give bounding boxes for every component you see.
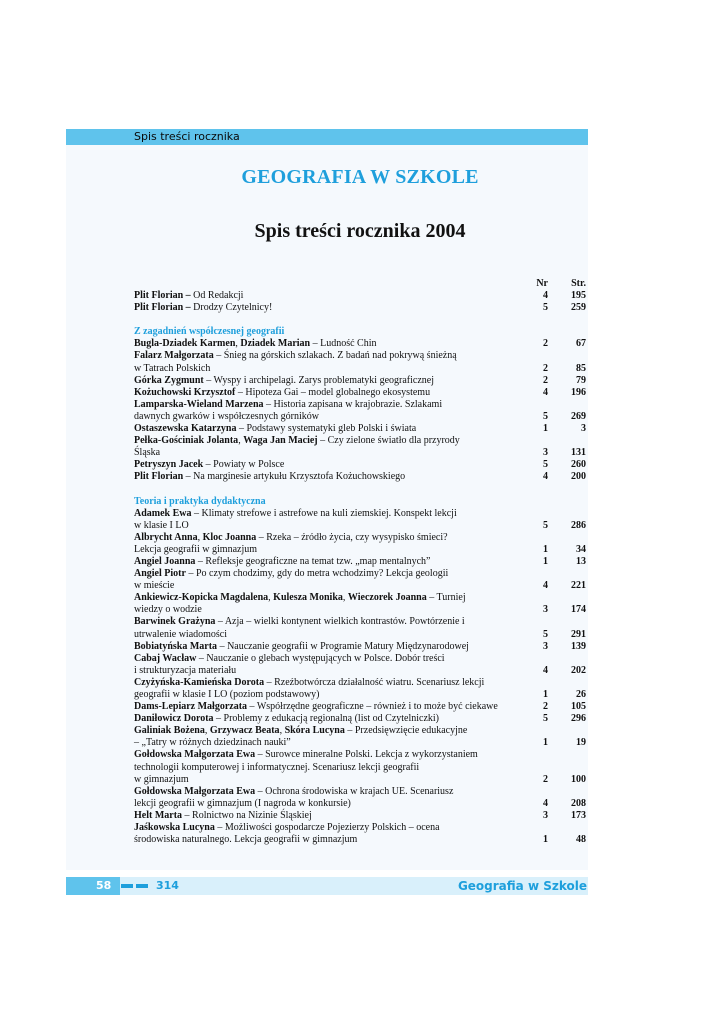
- entry-title: – Rolnictwo na Nizinie Śląskiej: [182, 809, 312, 821]
- entry-title: w klasie I LO: [134, 519, 189, 531]
- entry-title: w mieście: [134, 580, 175, 592]
- entry-page-str: 85: [576, 362, 586, 374]
- toc-entry: [134, 580, 586, 592]
- author-separator: ,: [268, 592, 274, 604]
- toc-entry: [134, 592, 586, 604]
- entry-text: [134, 508, 528, 520]
- entry-title: i strukturyzacja materiału: [134, 664, 237, 676]
- entry-title: – Ludność Chin: [310, 338, 377, 350]
- entry-title: – Azja – wielki kontynent wielkich kontrastów. Powtórzenie i: [215, 616, 465, 628]
- author-separator: ,: [197, 531, 203, 543]
- entry-text: [134, 786, 528, 798]
- entry-issue-nr: 1: [543, 423, 548, 435]
- entry-author: Adamek Ewa: [134, 507, 192, 519]
- entry-title: – Historia zapisana w krajobrazie. Szlakami: [263, 398, 443, 410]
- toc-entry: [134, 689, 586, 701]
- entry-text: [134, 302, 528, 314]
- entry-issue-nr: 4: [543, 664, 548, 676]
- entry-text: [134, 338, 528, 350]
- author-separator: ,: [235, 338, 241, 350]
- entry-issue-nr: 3: [543, 640, 548, 652]
- entry-author: Kulesza Monika: [273, 592, 343, 604]
- toc-entry: [134, 544, 586, 556]
- toc-entry: [134, 641, 586, 653]
- entry-issue-nr: 4: [543, 290, 548, 302]
- toc-entry: [134, 653, 586, 665]
- entry-text: [134, 387, 528, 399]
- entry-text: [134, 363, 528, 375]
- toc-entry: [134, 471, 586, 483]
- entry-text: [134, 713, 528, 725]
- entry-title: Lekcja geografii w gimnazjum: [134, 543, 258, 555]
- entry-title: – Ochrona środowiska w krajach UE. Scenariusz: [255, 785, 454, 797]
- entry-title: Śląska: [134, 447, 161, 459]
- column-header-str: Str.: [571, 278, 586, 289]
- entry-page-str: 260: [571, 459, 586, 471]
- entry-text: [134, 604, 528, 616]
- toc-entry: [134, 302, 586, 314]
- entry-issue-nr: 4: [543, 797, 548, 809]
- entry-title: – Współrzędne geograficzne – również i to może być ciekawe: [247, 701, 498, 713]
- toc-entry: [134, 338, 586, 350]
- entry-text: [134, 737, 528, 749]
- entry-text: [134, 689, 528, 701]
- entry-issue-nr: 2: [543, 338, 548, 350]
- entry-text: [134, 399, 528, 411]
- entry-issue-nr: 5: [543, 410, 548, 422]
- entry-title: – Przedsięwzięcie edukacyjne: [344, 725, 468, 737]
- entry-author: Czyżyńska-Kamieńska Dorota: [134, 676, 265, 688]
- entry-text: [134, 701, 528, 713]
- entry-page-str: 26: [576, 689, 586, 700]
- author-separator: ,: [279, 725, 285, 737]
- entry-page-str: 131: [571, 447, 586, 459]
- entry-author: Bugla-Dziadek Karmen: [134, 338, 236, 350]
- header-section-label: Spis treści rocznika: [134, 130, 240, 143]
- entry-title: – Problemy z edukacją regionalną (list od Czytelniczki): [213, 713, 440, 725]
- entry-title: – Turniej: [426, 592, 466, 604]
- table-of-contents: [134, 278, 586, 846]
- entry-text: [134, 435, 528, 447]
- entry-title: – Podstawy systematyki gleb Polski i świata: [236, 423, 417, 435]
- footer-dash: [121, 884, 133, 888]
- entry-author: Plit Florian –: [134, 290, 191, 302]
- entry-text: [134, 616, 528, 628]
- entry-text: [134, 665, 528, 677]
- toc-sections: [134, 326, 586, 846]
- entry-text: [134, 774, 528, 786]
- entry-issue-nr: 1: [543, 543, 548, 555]
- toc-entry: [134, 665, 586, 677]
- entry-text: [134, 411, 528, 423]
- entry-page-str: 259: [571, 302, 586, 314]
- toc-entry: [134, 290, 586, 302]
- entry-title: lekcji geografii w gimnazjum (I nagroda w konkursie): [134, 797, 351, 809]
- entry-page-str: 196: [571, 386, 586, 398]
- entry-page-str: 269: [571, 410, 586, 422]
- entry-title: – Możliwości gospodarcze Pojezierzy Polskich – ocena: [214, 822, 440, 834]
- entry-page-str: 202: [571, 664, 586, 676]
- entry-author: Jaśkowska Lucyna: [134, 822, 215, 834]
- entry-issue-nr: 5: [543, 713, 548, 725]
- toc-entry: [134, 520, 586, 532]
- entry-text: [134, 810, 528, 822]
- entry-author: Galiniak Bożena: [134, 725, 205, 737]
- entry-text: [134, 350, 528, 362]
- toc-entry: [134, 375, 586, 387]
- entry-title: geografii w klasie I LO (poziom podstawowy): [134, 689, 320, 700]
- entry-text: [134, 544, 528, 556]
- entry-issue-nr: 2: [543, 773, 548, 785]
- issue-number: 314: [156, 879, 179, 892]
- entry-text: [134, 677, 528, 689]
- entry-author: Helt Marta: [134, 809, 183, 821]
- entry-issue-nr: 4: [543, 386, 548, 398]
- column-header-nr: Nr: [536, 278, 548, 289]
- entry-author: Ankiewicz-Kopicka Magdalena: [134, 592, 269, 604]
- entry-issue-nr: 1: [543, 689, 548, 700]
- entry-page-str: 291: [571, 628, 586, 640]
- entry-author: Plit Florian: [134, 471, 184, 483]
- toc-entry: [134, 834, 586, 846]
- entry-title: w Tatrach Polskich: [134, 362, 211, 374]
- entry-title: dawnych gwarków i współczesnych górników: [134, 410, 319, 422]
- toc-entry: [134, 604, 586, 616]
- entry-text: [134, 592, 528, 604]
- toc-entry: [134, 568, 586, 580]
- entry-text: [134, 423, 528, 435]
- entry-text: [134, 762, 528, 774]
- author-separator: ,: [238, 435, 244, 447]
- entry-page-str: 286: [571, 519, 586, 531]
- entry-page-str: 67: [576, 338, 586, 350]
- entry-text: [134, 822, 528, 834]
- toc-entry: [134, 399, 586, 411]
- toc-entry: [134, 737, 586, 749]
- toc-entry: [134, 387, 586, 399]
- entry-title: – Klimaty strefowe i astrefowe na kuli ziemskiej. Konspekt lekcji: [191, 507, 457, 519]
- toc-entry: [134, 725, 586, 737]
- entry-text: [134, 749, 528, 761]
- entry-author: Angiel Joanna: [134, 555, 196, 567]
- entry-issue-nr: 1: [543, 555, 548, 567]
- toc-entry: [134, 749, 586, 761]
- entry-author: Plit Florian –: [134, 302, 191, 314]
- entry-page-str: 48: [576, 834, 586, 846]
- entry-author: Daniłowicz Dorota: [134, 713, 214, 725]
- entry-author: Ostaszewska Katarzyna: [134, 423, 237, 435]
- entry-page-str: 19: [576, 737, 586, 749]
- entry-issue-nr: 3: [543, 604, 548, 616]
- entry-author: Pełka-Gościniak Jolanta: [134, 435, 239, 447]
- toc-entry: [134, 435, 586, 447]
- entry-title: – Na marginesie artykułu Krzysztofa Kożuchowskiego: [183, 471, 406, 483]
- entry-title: – „Tatry w różnych dziedzinach nauki”: [134, 737, 291, 749]
- entry-author: Gołdowska Małgorzata Ewa: [134, 749, 256, 761]
- entry-text: [134, 641, 528, 653]
- entry-text: [134, 447, 528, 459]
- toc-title: Spis treści rocznika 2004: [254, 220, 466, 242]
- entry-author: Falarz Małgorzata: [134, 350, 214, 362]
- entry-title: w gimnazjum: [134, 773, 189, 785]
- toc-entry: [134, 677, 586, 689]
- toc-entry: [134, 532, 586, 544]
- footer-magazine-title: Geografia w Szkole: [457, 879, 587, 893]
- entry-issue-nr: 5: [543, 459, 548, 471]
- toc-entry: [134, 713, 586, 725]
- entry-issue-nr: 5: [543, 628, 548, 640]
- entry-issue-nr: 2: [543, 701, 548, 713]
- entry-issue-nr: 5: [543, 302, 548, 314]
- entry-text: [134, 471, 528, 483]
- entry-text: [134, 568, 528, 580]
- entry-issue-nr: 1: [543, 737, 548, 749]
- page-number-box: [66, 877, 120, 895]
- entry-author: Albrycht Anna: [134, 531, 198, 543]
- entry-title: Od Redakcji: [190, 290, 244, 302]
- entry-text: [134, 459, 528, 471]
- entry-author: Grzywacz Beata: [209, 725, 280, 737]
- entry-title: – Śnieg na górskich szlakach. Z badań nad pokrywą śnieżną: [213, 350, 457, 362]
- entry-issue-nr: 3: [543, 809, 548, 821]
- toc-entry: [134, 629, 586, 641]
- entry-title: – Wyspy i archipelagi. Zarys problematyki geograficznej: [203, 374, 434, 386]
- entry-title: – Rzeka – źródło życia, czy wysypisko śmieci?: [256, 531, 448, 543]
- entry-author: Skóra Lucyna: [284, 725, 345, 737]
- entry-issue-nr: 4: [543, 471, 548, 483]
- section-heading: Z zagadnień współczesnej geografii: [134, 326, 285, 338]
- entry-page-str: 208: [571, 797, 586, 809]
- entry-author: Angiel Piotr: [134, 568, 186, 580]
- entry-title: wiedzy o wodzie: [134, 604, 202, 616]
- entry-page-str: 13: [576, 555, 586, 567]
- entry-issue-nr: 2: [543, 362, 548, 374]
- entry-author: Waga Jan Maciej: [243, 435, 318, 447]
- entry-title: Drodzy Czytelnicy!: [190, 302, 273, 314]
- toc-entry: [134, 556, 586, 568]
- entry-author: Gołdowska Małgorzata Ewa: [134, 785, 256, 797]
- entry-title: – Nauczanie o glebach występujących w Polsce. Dobór treści: [196, 652, 445, 664]
- entry-title: utrwalenie wiadomości: [134, 628, 228, 640]
- entry-page-str: 139: [571, 640, 586, 652]
- entry-issue-nr: 5: [543, 519, 548, 531]
- entry-page-str: 200: [571, 471, 586, 483]
- toc-entry: [134, 423, 586, 435]
- entry-author: Kożuchowski Krzysztof: [134, 386, 236, 398]
- toc-entry: [134, 786, 586, 798]
- author-separator: ,: [342, 592, 348, 604]
- entry-title: – Powiaty w Polsce: [203, 459, 285, 471]
- entry-text: [134, 556, 528, 568]
- entry-text: [134, 798, 528, 810]
- entry-author: Petryszyn Jacek: [134, 459, 204, 471]
- toc-entry: [134, 774, 586, 786]
- entry-title: – Nauczanie geografii w Programie Matury Międzynarodowej: [217, 640, 469, 652]
- toc-entry: [134, 411, 586, 423]
- entry-page-str: 34: [576, 543, 586, 555]
- entry-page-str: 100: [571, 773, 586, 785]
- toc-entry: [134, 350, 586, 362]
- toc-entry: [134, 616, 586, 628]
- entry-author: Kloc Joanna: [202, 531, 257, 543]
- entry-issue-nr: 1: [543, 834, 548, 846]
- toc-entry: [134, 459, 586, 471]
- entry-text: [134, 629, 528, 641]
- entry-title: – Czy zielone światło dla przyrody: [317, 435, 460, 447]
- entry-title: – Po czym chodzimy, gdy do metra wchodzimy? Lekcja geologii: [185, 568, 449, 580]
- entry-title: technologii komputerowej i informatycznej. Scenariusz lekcji geografii: [134, 761, 420, 773]
- entry-author: Dams-Lepiarz Małgorzata: [134, 701, 248, 713]
- toc-entry: [134, 363, 586, 375]
- toc-entry: [134, 508, 586, 520]
- entry-text: [134, 580, 528, 592]
- entry-page-str: 173: [571, 809, 586, 821]
- entry-title: środowiska naturalnego. Lekcja geografii w gimnazjum: [134, 834, 358, 846]
- magazine-title: GEOGRAFIA W SZKOLE: [241, 166, 479, 188]
- entry-text: [134, 725, 528, 737]
- toc-entry: [134, 810, 586, 822]
- entry-author: Barwinek Grażyna: [134, 616, 216, 628]
- toc-entry: [134, 701, 586, 713]
- entry-title: – Refleksje geograficzne na temat tzw. „map mentalnych”: [195, 555, 431, 567]
- entry-page-str: 221: [571, 580, 586, 592]
- entry-title: – Surowce mineralne Polski. Lekcja z wykorzystaniem: [255, 749, 478, 761]
- entry-issue-nr: 2: [543, 374, 548, 386]
- column-headers: [134, 278, 586, 290]
- entry-author: Cabaj Wacław: [134, 652, 197, 664]
- entry-text: [134, 520, 528, 532]
- entry-author: Lamparska-Wieland Marzena: [134, 398, 264, 410]
- entry-page-str: 3: [581, 423, 586, 435]
- entry-author: Dziadek Marian: [240, 338, 311, 350]
- entry-page-str: 195: [571, 290, 586, 302]
- entry-page-str: 105: [571, 701, 586, 713]
- entry-author: Bobiatyńska Marta: [134, 640, 218, 652]
- entry-title: – Rzeźbotwórcza działalność wiatru. Scenariusz lekcji: [264, 676, 485, 688]
- page-number: 58: [96, 879, 112, 892]
- entry-author: Wieczorek Joanna: [347, 592, 427, 604]
- toc-entry: [134, 762, 586, 774]
- author-separator: ,: [204, 725, 210, 737]
- entry-author: Górka Zygmunt: [134, 374, 204, 386]
- entry-text: [134, 653, 528, 665]
- toc-entry: [134, 822, 586, 834]
- toc-entry: [134, 447, 586, 459]
- entry-issue-nr: 4: [543, 580, 548, 592]
- entry-page-str: 79: [576, 374, 586, 386]
- entry-page-str: 174: [571, 604, 586, 616]
- entry-issue-nr: 3: [543, 447, 548, 459]
- entry-title: – Hipoteza Gai – model globalnego ekosystemu: [235, 386, 431, 398]
- entry-text: [134, 834, 528, 846]
- entry-page-str: 296: [571, 713, 586, 725]
- intro-entries: [134, 290, 586, 314]
- section-heading: Teoria i praktyka dydaktyczna: [134, 495, 266, 507]
- toc-entry: [134, 798, 586, 810]
- footer-dash: [136, 884, 148, 888]
- entry-text: [134, 290, 528, 302]
- entry-text: [134, 532, 528, 544]
- entry-text: [134, 375, 528, 387]
